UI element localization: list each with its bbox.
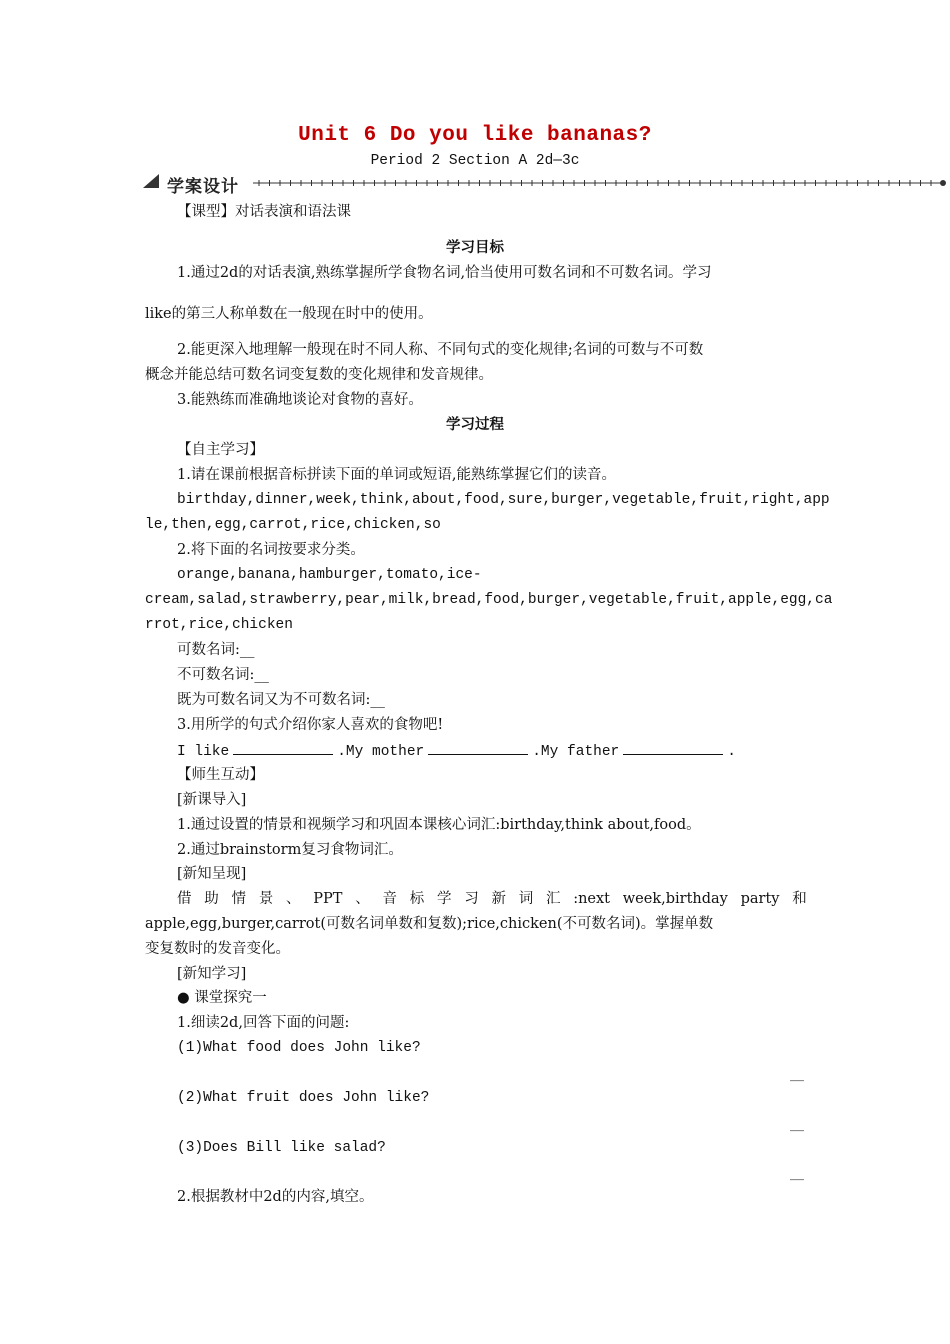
self-study-item-3: 3.用所学的句式介绍你家人喜欢的食物吧! bbox=[177, 717, 444, 733]
noun-list-b: cream,salad,strawberry,pear,milk,bread,food,burger,vegetable,fruit,apple,egg,ca bbox=[145, 592, 833, 608]
question-2: (2)What fruit does John like? bbox=[177, 1090, 430, 1106]
sentence-part-3: .My father bbox=[532, 744, 620, 760]
question-1: (1)What food does John like? bbox=[177, 1040, 421, 1056]
self-study-item-1: 1.请在课前根据音标拼读下面的单词或短语,能熟练掌握它们的读音。 bbox=[177, 467, 616, 483]
goal-2b: 概念并能总结可数名词变复数的变化规律和发音规律。 bbox=[145, 367, 493, 383]
both-line: 既为可数名词又为不可数名词:__ bbox=[177, 692, 385, 708]
sentence-part-2: .My mother bbox=[337, 744, 425, 760]
present-token: 标 bbox=[409, 891, 425, 907]
present-token: 情 bbox=[231, 891, 246, 907]
word-list-a: birthday,dinner,week,think,about,food,sure,burger,vegetable,fruit,right,app bbox=[177, 492, 830, 508]
goal-1b: like的第三人称单数在一般现在时中的使用。 bbox=[145, 306, 433, 322]
page-title: Unit 6 Do you like bananas? bbox=[298, 124, 652, 147]
present-token: :next bbox=[573, 891, 610, 907]
present-line-a bbox=[177, 889, 807, 909]
present-token: 借 bbox=[177, 891, 192, 907]
present-heading: [新知呈现] bbox=[177, 866, 247, 882]
present-token: week,birthday bbox=[622, 891, 728, 907]
present-token: 和 bbox=[792, 891, 807, 907]
banner-decoration bbox=[143, 172, 948, 194]
answer-blank-2[interactable]: __ bbox=[790, 1116, 804, 1132]
present-token: 、 bbox=[286, 891, 301, 907]
intro-heading: [新课导入] bbox=[177, 792, 247, 808]
present-token: 新 bbox=[491, 891, 506, 907]
present-token: 习 bbox=[464, 891, 479, 907]
lesson-type: 【课型】对话表演和语法课 bbox=[177, 204, 351, 220]
page-subtitle: Period 2 Section A 2d—3c bbox=[370, 153, 580, 169]
present-token: 音 bbox=[382, 891, 397, 907]
present-line-b: apple,egg,burger,carrot(可数名词单数和复数);rice,chicken(不可数名词)。掌握单数 bbox=[145, 916, 714, 932]
present-token: 助 bbox=[204, 891, 219, 907]
blank-1[interactable] bbox=[233, 740, 333, 755]
sentence-blanks bbox=[177, 740, 736, 762]
blank-3[interactable] bbox=[623, 740, 723, 755]
uncountable-line: 不可数名词:__ bbox=[177, 667, 269, 683]
intro-1: 1.通过设置的情景和视频学习和巩固本课核心词汇:birthday,think about,food。 bbox=[177, 817, 701, 833]
present-token: 词 bbox=[518, 891, 534, 907]
goal-3: 3.能熟练而准确地谈论对食物的喜好。 bbox=[177, 392, 423, 408]
banner-label: 学案设计 bbox=[167, 177, 239, 197]
present-token: 景 bbox=[258, 891, 274, 907]
answer-blank-1[interactable]: __ bbox=[790, 1066, 804, 1082]
section-banner bbox=[143, 172, 948, 197]
answer-blank-3[interactable]: __ bbox=[790, 1165, 804, 1181]
explore-heading: ● 课堂探究一 bbox=[177, 990, 267, 1006]
blank-2[interactable] bbox=[428, 740, 528, 755]
noun-list-c: rrot,rice,chicken bbox=[145, 617, 293, 633]
learn-heading: [新知学习] bbox=[177, 966, 247, 982]
present-token: 汇 bbox=[545, 891, 561, 907]
self-study-item-2: 2.将下面的名词按要求分类。 bbox=[177, 542, 365, 558]
present-token: 、 bbox=[355, 891, 370, 907]
noun-list-a: orange,banana,hamburger,tomato,ice- bbox=[177, 567, 482, 583]
sentence-part-4: . bbox=[727, 744, 736, 760]
interaction-heading: 【师生互动】 bbox=[177, 767, 264, 783]
goal-2a: 2.能更深入地理解一般现在时不同人称、不同句式的变化规律;名词的可数与不可数 bbox=[177, 342, 704, 358]
present-token: PPT bbox=[313, 891, 343, 907]
process-heading: 学习过程 bbox=[446, 416, 504, 433]
goal-1a: 1.通过2d的对话表演,熟练掌握所学食物名词,恰当使用可数名词和不可数名词。学习 bbox=[177, 265, 712, 281]
present-line-c: 变复数时的发音变化。 bbox=[145, 941, 290, 957]
present-token: 学 bbox=[436, 891, 452, 907]
read-instruction: 1.细读2d,回答下面的问题: bbox=[177, 1015, 350, 1031]
present-token: party bbox=[740, 891, 780, 907]
intro-2: 2.通过brainstorm复习食物词汇。 bbox=[177, 842, 403, 858]
countable-line: 可数名词:__ bbox=[177, 642, 255, 658]
self-study-heading: 【自主学习】 bbox=[177, 442, 264, 458]
question-3: (3)Does Bill like salad? bbox=[177, 1140, 386, 1156]
sentence-part-1: I like bbox=[177, 744, 230, 760]
word-list-b: le,then,egg,carrot,rice,chicken,so bbox=[145, 517, 441, 533]
fill-instruction: 2.根据教材中2d的内容,填空。 bbox=[177, 1189, 374, 1205]
goals-heading: 学习目标 bbox=[446, 239, 504, 256]
